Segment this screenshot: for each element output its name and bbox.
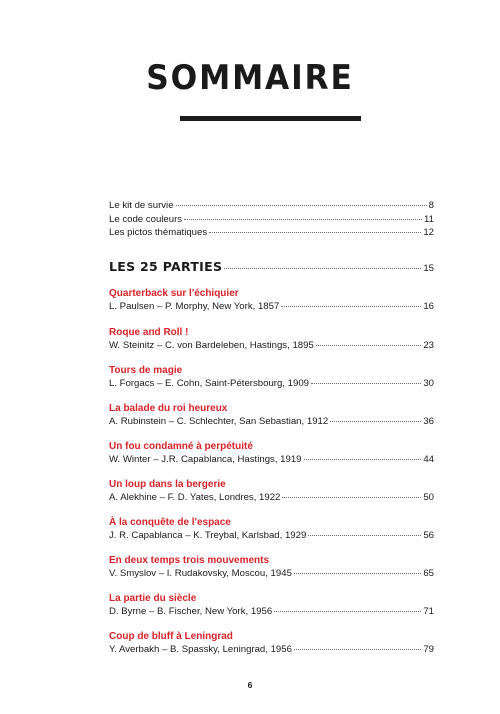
game-page: 56 <box>423 530 434 541</box>
toc-entry <box>109 199 434 213</box>
game-page: 44 <box>423 454 434 465</box>
dot-leader <box>282 497 421 498</box>
game-page: 36 <box>423 416 434 427</box>
game-players: J. R. Capablanca – K. Treybal, Karlsbad, 1929 <box>109 530 307 541</box>
game-line <box>109 567 434 581</box>
title-underline <box>180 116 361 121</box>
game-players: A. Alekhine – F. D. Yates, Londres, 1922 <box>109 492 281 503</box>
game-entry <box>109 478 434 505</box>
game-players: L. Paulsen – P. Morphy, New York, 1857 <box>109 301 280 312</box>
game-title: Un loup dans la bergerie <box>109 479 226 490</box>
intro-list <box>109 199 434 240</box>
game-line <box>109 377 434 391</box>
dot-leader <box>184 219 422 220</box>
toc-entry-label: Le kit de survie <box>109 200 174 211</box>
game-title: La partie du siècle <box>109 593 197 604</box>
game-line <box>109 415 434 429</box>
game-page: 23 <box>423 340 434 351</box>
game-page: 79 <box>423 644 434 655</box>
toc-entry-label: Les pictos thématiques <box>109 227 208 238</box>
game-page: 50 <box>423 492 434 503</box>
game-players: A. Rubinstein – C. Schlechter, San Sebastian, 1912 <box>109 416 329 427</box>
game-title: Quarterback sur l'échiquier <box>109 288 239 299</box>
dot-leader <box>294 649 421 650</box>
toc-entry-page: 8 <box>428 200 434 211</box>
toc-entry-page: 12 <box>423 227 434 238</box>
dot-leader <box>330 421 421 422</box>
dot-leader <box>308 535 421 536</box>
game-entry <box>109 364 434 391</box>
game-page: 30 <box>423 378 434 389</box>
dot-leader <box>316 345 422 346</box>
game-line <box>109 529 434 543</box>
page-number: 6 <box>247 680 253 690</box>
game-players: L. Forgacs – E. Cohn, Saint-Pétersbourg, 1909 <box>109 378 309 389</box>
game-players: W. Winter – J.R. Capablanca, Hastings, 1919 <box>109 454 302 465</box>
game-players: W. Steinitz – C. von Bardeleben, Hastings, 1895 <box>109 340 314 351</box>
section-heading-label: LES 25 PARTIES <box>109 259 223 274</box>
game-entry <box>109 516 434 543</box>
dot-leader <box>294 573 421 574</box>
game-entry <box>109 554 434 581</box>
dot-leader <box>304 459 422 460</box>
game-line <box>109 453 434 467</box>
game-entry <box>109 592 434 619</box>
game-page: 16 <box>423 301 434 312</box>
section-heading <box>109 259 434 274</box>
game-entry <box>109 440 434 467</box>
game-entry <box>109 630 434 657</box>
game-entry <box>109 287 434 314</box>
game-line <box>109 491 434 505</box>
dot-leader <box>209 232 421 233</box>
dot-leader <box>274 611 421 612</box>
game-title: Tours de magie <box>109 365 183 376</box>
page-title: SOMMAIRE <box>146 58 354 98</box>
dot-leader <box>311 383 421 384</box>
dot-leader <box>224 268 421 269</box>
game-players: Y. Averbakh – B. Spassky, Leningrad, 1956 <box>109 644 292 655</box>
game-title: Coup de bluff à Leningrad <box>109 631 233 642</box>
game-line <box>109 339 434 353</box>
game-players: D. Byrne – B. Fischer, New York, 1956 <box>109 606 273 617</box>
section-heading-page: 15 <box>423 263 434 274</box>
game-entry <box>109 402 434 429</box>
game-line <box>109 643 434 657</box>
game-page: 65 <box>423 568 434 579</box>
game-title: La balade du roi heureux <box>109 403 228 414</box>
game-title: En deux temps trois mouvements <box>109 555 270 566</box>
game-title: À la conquête de l'espace <box>109 517 231 528</box>
game-entry <box>109 326 434 353</box>
dot-leader <box>281 306 421 307</box>
toc-entry-page: 11 <box>424 213 434 225</box>
game-line <box>109 300 434 314</box>
game-page: 71 <box>423 606 434 617</box>
game-title: Roque and Roll ! <box>109 327 189 338</box>
game-line <box>109 605 434 619</box>
game-title: Un fou condamné à perpétuité <box>109 441 253 452</box>
toc-entry <box>109 213 434 227</box>
toc-entry <box>109 226 434 240</box>
toc-entry-label: Le code couleurs <box>109 213 183 225</box>
game-players: V. Smyslov – I. Rudakovsky, Moscou, 1945 <box>109 568 292 579</box>
dot-leader <box>176 205 427 206</box>
